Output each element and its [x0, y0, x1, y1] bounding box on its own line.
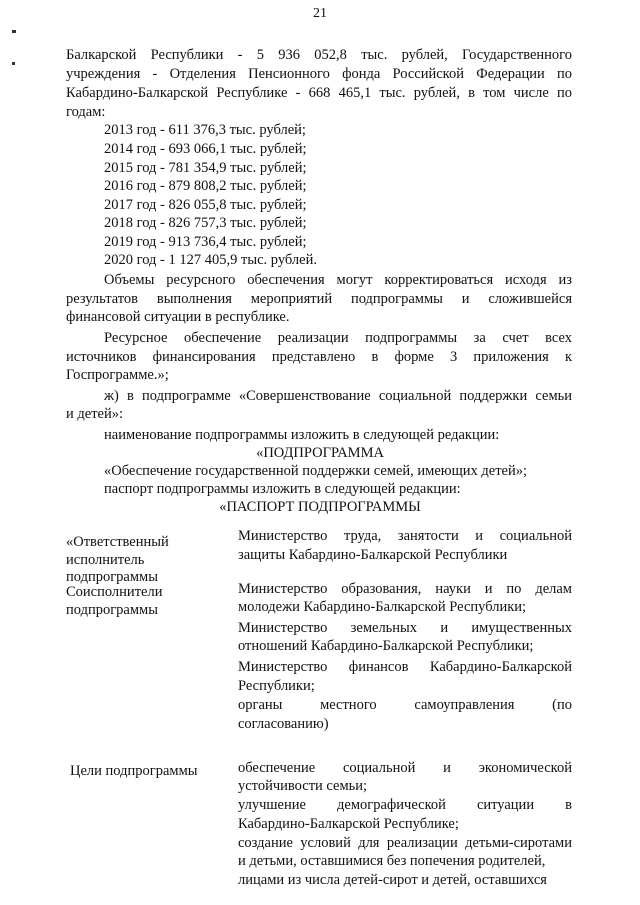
page-number: 21 [313, 6, 327, 21]
paragraph-line: финансовой ситуации в республике. [66, 309, 290, 325]
paragraph-line: результатов выполнения мероприятий подпрограммы и сложившейся [66, 291, 572, 307]
year-line: 2014 год - 693 066,1 тыс. рублей; [104, 141, 307, 157]
paragraph-line: и детей»: [66, 406, 124, 422]
responsible-value: защиты Кабардино-Балкарской Республики [238, 547, 508, 563]
intro-line: годам: [66, 104, 106, 120]
scan-mark [12, 62, 15, 65]
subprogram-title: «Обеспечение государственной поддержки семей, имеющих детей»; [104, 463, 528, 479]
coexecutors-value: Министерство земельных и имущественных [238, 620, 572, 636]
paragraph-line: Ресурсное обеспечение реализации подпрограммы за счет всех [104, 330, 572, 346]
responsible-label: «Ответственный исполнитель подпрограммы [66, 534, 169, 586]
coexecutors-label: Соисполнители подпрограммы [66, 584, 163, 618]
goals-value: и детьми, оставшимися без попечения родителей, [238, 853, 546, 869]
coexecutors-value: согласованию) [238, 716, 329, 732]
coexecutors-value: Министерство образования, науки и по делам [238, 581, 572, 597]
paragraph-line: Объемы ресурсного обеспечения могут корректироваться исходя из [104, 272, 572, 288]
coexecutors-value: молодежи Кабардино-Балкарской Республики; [238, 599, 527, 615]
responsible-value: Министерство труда, занятости и социальной [238, 528, 572, 544]
coexecutors-value: органы местного самоуправления (по [238, 697, 572, 713]
year-line: 2019 год - 913 736,4 тыс. рублей; [104, 234, 307, 250]
goals-value: Кабардино-Балкарской Республике; [238, 816, 459, 832]
intro-line: Балкарской Республики - 5 936 052,8 тыс. рублей, Государственного [66, 47, 572, 63]
passport-heading: «ПАСПОРТ ПОДПРОГРАММЫ [219, 499, 421, 515]
year-line: 2018 год - 826 757,3 тыс. рублей; [104, 215, 307, 231]
paragraph-line: ж) в подпрограмме «Совершенствование социальной поддержки семьи [104, 388, 572, 404]
goals-value: улучшение демографической ситуации в [238, 797, 572, 813]
paragraph-line: Госпрограмме.»; [66, 367, 169, 383]
intro-line: учреждения - Отделения Пенсионного фонда Российской Федерации по [66, 66, 572, 82]
coexecutors-value: Республики; [238, 678, 315, 694]
subprogram-heading: «ПОДПРОГРАММА [256, 445, 384, 461]
goals-value: устойчивости семьи; [238, 778, 368, 794]
coexecutors-value: Министерство финансов Кабардино-Балкарской [238, 659, 572, 675]
year-line: 2020 год - 1 127 405,9 тыс. рублей. [104, 252, 317, 268]
year-line: 2015 год - 781 354,9 тыс. рублей; [104, 160, 307, 176]
scan-mark [12, 30, 16, 33]
passport-instruction: паспорт подпрограммы изложить в следующей редакции: [104, 481, 461, 497]
year-line: 2013 год - 611 376,3 тыс. рублей; [104, 122, 306, 138]
goals-value: лицами из числа детей-сирот и детей, оставшихся [238, 872, 547, 888]
goals-value: создание условий для реализации детьми-сиротами [238, 835, 572, 851]
goals-label: Цели подпрограммы [70, 763, 198, 779]
paragraph-line: источников финансирования представлено в форме 3 приложения к [66, 349, 572, 365]
goals-value: обеспечение социальной и экономической [238, 760, 572, 776]
year-line: 2017 год - 826 055,8 тыс. рублей; [104, 197, 307, 213]
coexecutors-value: отношений Кабардино-Балкарской Республики; [238, 638, 534, 654]
name-instruction: наименование подпрограммы изложить в следующей редакции: [104, 427, 500, 443]
year-line: 2016 год - 879 808,2 тыс. рублей; [104, 178, 307, 194]
intro-line: Кабардино-Балкарской Республике - 668 465,1 тыс. рублей, в том числе по [66, 85, 572, 101]
